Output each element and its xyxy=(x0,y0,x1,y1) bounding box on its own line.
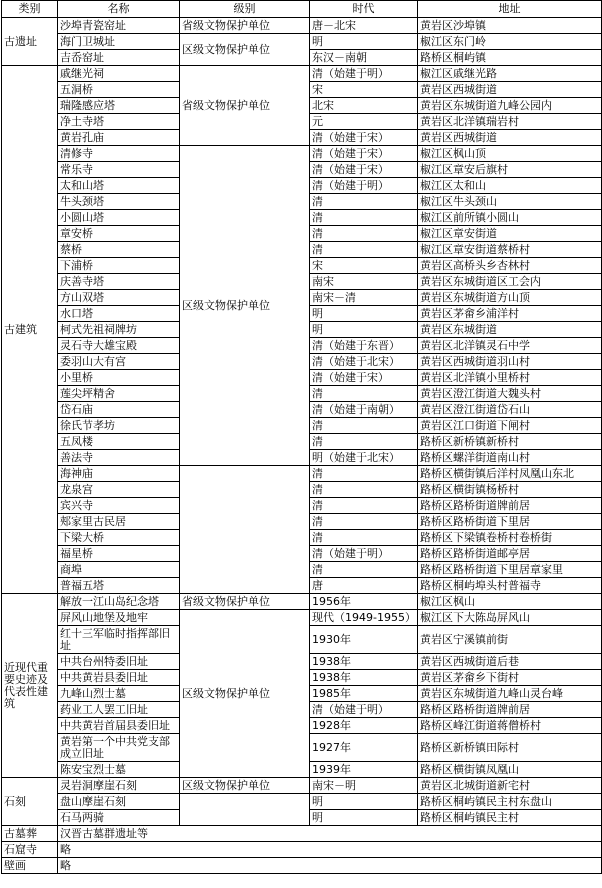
site-name: 蔡桥 xyxy=(58,242,180,258)
address-cell: 路桥区桐屿镇 xyxy=(418,50,602,66)
era-cell: 清 xyxy=(310,210,418,226)
table-row xyxy=(2,466,602,482)
era-cell: 唐－北宋 xyxy=(310,18,418,34)
table-row xyxy=(2,778,602,794)
protection-level xyxy=(180,466,310,594)
era-cell: 清（始建于明） xyxy=(310,178,418,194)
site-name: 五凤楼 xyxy=(58,434,180,450)
era-cell: 清（始建于南朝） xyxy=(310,402,418,418)
table-row xyxy=(2,18,602,34)
era-cell: 南宋－明 xyxy=(310,778,418,794)
protection-level xyxy=(180,794,310,826)
era-cell: 明（始建于北宋） xyxy=(310,450,418,466)
address-cell: 黄岩区西城街道 xyxy=(418,82,602,98)
address-cell: 黄岩区澄江街道岱石山 xyxy=(418,402,602,418)
address-cell: 路桥区新桥镇田际村 xyxy=(418,734,602,762)
category-cell: 近现代重要史迹及代表性建筑 xyxy=(2,594,58,778)
era-cell: 清 xyxy=(310,242,418,258)
site-name: 善法寺 xyxy=(58,450,180,466)
header-name: 名称 xyxy=(58,1,180,18)
table-row xyxy=(2,34,602,50)
address-cell: 路桥区峰江街道蒋僧桥村 xyxy=(418,718,602,734)
address-cell: 黄岩区东城街道九峰山灵台峰 xyxy=(418,686,602,702)
address-cell: 黄岩区沙埠镇 xyxy=(418,18,602,34)
header-category: 类别 xyxy=(2,1,58,18)
address-cell: 椒江区章安后旗村 xyxy=(418,162,602,178)
site-name: 普福五塔 xyxy=(58,578,180,594)
summary-cell: 略 xyxy=(58,858,602,874)
era-cell: 清 xyxy=(310,226,418,242)
era-cell: 东汉－南朝 xyxy=(310,50,418,66)
site-name: 中共黄岩首届县委旧址 xyxy=(58,718,180,734)
address-cell: 椒江区东门岭 xyxy=(418,34,602,50)
era-cell: 清（始建于北宋） xyxy=(310,354,418,370)
table-row xyxy=(2,66,602,82)
era-cell: 清 xyxy=(310,562,418,578)
address-cell: 椒江区章安街道蔡桥村 xyxy=(418,242,602,258)
site-name: 方山双塔 xyxy=(58,290,180,306)
site-name: 下浦桥 xyxy=(58,258,180,274)
site-name: 九峰山烈士墓 xyxy=(58,686,180,702)
site-name: 莲尖坪精舍 xyxy=(58,386,180,402)
table-row xyxy=(2,858,602,874)
address-cell: 黄岩区东城街道方山顶 xyxy=(418,290,602,306)
era-cell: 明 xyxy=(310,322,418,338)
era-cell: 清（始建于东晋） xyxy=(310,338,418,354)
site-name: 屏风山地堡及地牢 xyxy=(58,610,180,626)
site-name: 小圆山塔 xyxy=(58,210,180,226)
protection-level: 省级文物保护单位 xyxy=(180,66,310,146)
address-cell: 黄岩区西城街道羽山村 xyxy=(418,354,602,370)
site-name: 牛头颈塔 xyxy=(58,194,180,210)
era-cell: 1985年 xyxy=(310,686,418,702)
address-cell: 路桥区路桥街道下里居章家里 xyxy=(418,562,602,578)
site-name: 黄岩孔庙 xyxy=(58,130,180,146)
era-cell: 1928年 xyxy=(310,718,418,734)
address-cell: 黄岩区西城街道后巷 xyxy=(418,654,602,670)
era-cell: 明 xyxy=(310,810,418,826)
category-cell: 古遗址 xyxy=(2,18,58,66)
table-row xyxy=(2,794,602,810)
site-name: 陈安宝烈士墓 xyxy=(58,762,180,778)
site-name: 净土寺塔 xyxy=(58,114,180,130)
era-cell: 清 xyxy=(310,194,418,210)
site-name: 龙泉宫 xyxy=(58,482,180,498)
address-cell: 路桥区新桥镇新桥村 xyxy=(418,434,602,450)
address-cell: 路桥区路桥街道牌前居 xyxy=(418,702,602,718)
site-name: 庆善寺塔 xyxy=(58,274,180,290)
address-cell: 黄岩区宁溪镇前街 xyxy=(418,626,602,654)
address-cell: 黄岩区茅畲乡下街村 xyxy=(418,670,602,686)
address-cell: 黄岩区东城街道 xyxy=(418,322,602,338)
address-cell: 黄岩区高桥头乡杏林村 xyxy=(418,258,602,274)
table-row xyxy=(2,146,602,162)
site-name: 黄岩第一个中共党支部成立旧址 xyxy=(58,734,180,762)
address-cell: 黄岩区江口街道下闸村 xyxy=(418,418,602,434)
era-cell: 清（始建于明） xyxy=(310,702,418,718)
era-cell: 元 xyxy=(310,114,418,130)
address-cell: 椒江区枫山 xyxy=(418,594,602,610)
address-cell: 路桥区横街镇凤凰山 xyxy=(418,762,602,778)
era-cell: 明 xyxy=(310,794,418,810)
site-name: 岱石庙 xyxy=(58,402,180,418)
site-name: 解放一江山岛纪念塔 xyxy=(58,594,180,610)
category-cell: 古墓葬 xyxy=(2,826,58,842)
table-row xyxy=(2,610,602,626)
category-cell: 石刻 xyxy=(2,778,58,826)
site-name: 小里桥 xyxy=(58,370,180,386)
era-cell: 清 xyxy=(310,466,418,482)
era-cell: 清 xyxy=(310,418,418,434)
header-era: 时代 xyxy=(310,1,418,18)
site-name: 下梁大桥 xyxy=(58,530,180,546)
era-cell: 清（始建于宋） xyxy=(310,162,418,178)
category-cell: 古建筑 xyxy=(2,66,58,594)
site-name: 章安桥 xyxy=(58,226,180,242)
address-cell: 路桥区路桥街道邮亭居 xyxy=(418,546,602,562)
site-name: 红十三军临时指挥部旧址 xyxy=(58,626,180,654)
heritage-table xyxy=(1,0,602,874)
site-name: 盘山摩崖石刻 xyxy=(58,794,180,810)
era-cell: 清（始建于宋） xyxy=(310,130,418,146)
site-name: 沙埠青瓷窑址 xyxy=(58,18,180,34)
address-cell: 路桥区横街镇杨桥村 xyxy=(418,482,602,498)
site-name: 常乐寺 xyxy=(58,162,180,178)
protection-level: 区级文物保护单位 xyxy=(180,146,310,466)
era-cell: 清 xyxy=(310,498,418,514)
summary-cell: 略 xyxy=(58,842,602,858)
site-name: 柯式先祖祠牌坊 xyxy=(58,322,180,338)
era-cell: 清 xyxy=(310,482,418,498)
address-cell: 椒江区下大陈岛屏风山 xyxy=(418,610,602,626)
address-cell: 黄岩区西城街道 xyxy=(418,130,602,146)
category-cell: 石窟寺 xyxy=(2,842,58,858)
table-row xyxy=(2,826,602,842)
era-cell: 清（始建于明） xyxy=(310,66,418,82)
address-cell: 路桥区下梁镇卷桥村卷桥街 xyxy=(418,530,602,546)
site-name: 吉岙窑址 xyxy=(58,50,180,66)
site-name: 清修寺 xyxy=(58,146,180,162)
era-cell: 清 xyxy=(310,514,418,530)
address-cell: 椒江区枫山顶 xyxy=(418,146,602,162)
address-cell: 黄岩区澄江街道大魏头村 xyxy=(418,386,602,402)
protection-level: 区级文物保护单位 xyxy=(180,778,310,794)
era-cell: 清 xyxy=(310,434,418,450)
site-name: 灵石寺大雄宝殿 xyxy=(58,338,180,354)
era-cell: 宋 xyxy=(310,258,418,274)
address-cell: 黄岩区东城街道区工会内 xyxy=(418,274,602,290)
table-row xyxy=(2,842,602,858)
address-cell: 椒江区太和山 xyxy=(418,178,602,194)
era-cell: 南宋－清 xyxy=(310,290,418,306)
address-cell: 路桥区桐屿镇民主村 xyxy=(418,810,602,826)
address-cell: 路桥区桐屿埠头村普福寺 xyxy=(418,578,602,594)
site-name: 郏家里古民居 xyxy=(58,514,180,530)
era-cell: 1956年 xyxy=(310,594,418,610)
header-row xyxy=(2,1,602,18)
header-level: 级别 xyxy=(180,1,310,18)
protection-level: 省级文物保护单位 xyxy=(180,594,310,610)
address-cell: 路桥区横街镇后洋村凤凰山东北 xyxy=(418,466,602,482)
address-cell: 椒江区前所镇小圆山 xyxy=(418,210,602,226)
site-name: 福星桥 xyxy=(58,546,180,562)
era-cell: 明 xyxy=(310,306,418,322)
summary-cell: 汉晋古墓群遗址等 xyxy=(58,826,602,842)
site-name: 海门卫城址 xyxy=(58,34,180,50)
era-cell: 1927年 xyxy=(310,734,418,762)
era-cell: 1938年 xyxy=(310,654,418,670)
site-name: 中共黄岩县委旧址 xyxy=(58,670,180,686)
era-cell: 清（始建于明） xyxy=(310,546,418,562)
era-cell: 1930年 xyxy=(310,626,418,654)
address-cell: 黄岩区北洋镇瑞岩村 xyxy=(418,114,602,130)
era-cell: 1938年 xyxy=(310,670,418,686)
site-name: 瑞隆感应塔 xyxy=(58,98,180,114)
site-name: 五洞桥 xyxy=(58,82,180,98)
address-cell: 路桥区路桥街道下里居 xyxy=(418,514,602,530)
site-name: 水口塔 xyxy=(58,306,180,322)
protection-level: 省级文物保护单位 xyxy=(180,18,310,34)
address-cell: 椒江区章安街道 xyxy=(418,226,602,242)
era-cell: 清 xyxy=(310,530,418,546)
address-cell: 黄岩区茅畲乡浦洋村 xyxy=(418,306,602,322)
era-cell: 清 xyxy=(310,386,418,402)
address-cell: 黄岩区北洋镇小里桥村 xyxy=(418,370,602,386)
address-cell: 路桥区螺洋街道南山村 xyxy=(418,450,602,466)
era-cell: 明 xyxy=(310,34,418,50)
era-cell: 清（始建于宋） xyxy=(310,370,418,386)
site-name: 委羽山大有宫 xyxy=(58,354,180,370)
protection-level: 区级文物保护单位 xyxy=(180,34,310,66)
address-cell: 路桥区路桥街道牌前居 xyxy=(418,498,602,514)
site-name: 药业工人罢工旧址 xyxy=(58,702,180,718)
site-name: 宾兴寺 xyxy=(58,498,180,514)
site-name: 海神庙 xyxy=(58,466,180,482)
address-cell: 黄岩区东城街道九峰公园内 xyxy=(418,98,602,114)
protection-level: 区级文物保护单位 xyxy=(180,610,310,778)
address-cell: 椒江区牛头颈山 xyxy=(418,194,602,210)
site-name: 商埠 xyxy=(58,562,180,578)
era-cell: 唐 xyxy=(310,578,418,594)
era-cell: 南宋 xyxy=(310,274,418,290)
era-cell: 北宋 xyxy=(310,98,418,114)
site-name: 戚继光祠 xyxy=(58,66,180,82)
site-name: 太和山塔 xyxy=(58,178,180,194)
header-address: 地址 xyxy=(418,1,602,18)
address-cell: 黄岩区北洋镇灵石中学 xyxy=(418,338,602,354)
era-cell: 宋 xyxy=(310,82,418,98)
table-row xyxy=(2,594,602,610)
era-cell: 现代（1949-1955） xyxy=(310,610,418,626)
site-name: 石马两骑 xyxy=(58,810,180,826)
address-cell: 路桥区桐屿镇民主村东盘山 xyxy=(418,794,602,810)
category-cell: 壁画 xyxy=(2,858,58,874)
era-cell: 1939年 xyxy=(310,762,418,778)
era-cell: 清（始建于宋） xyxy=(310,146,418,162)
site-name: 灵岩洞摩崖石刻 xyxy=(58,778,180,794)
site-name: 徐氏节孝坊 xyxy=(58,418,180,434)
site-name: 中共台州特委旧址 xyxy=(58,654,180,670)
address-cell: 黄岩区北城街道新宅村 xyxy=(418,778,602,794)
address-cell: 椒江区戚继光路 xyxy=(418,66,602,82)
